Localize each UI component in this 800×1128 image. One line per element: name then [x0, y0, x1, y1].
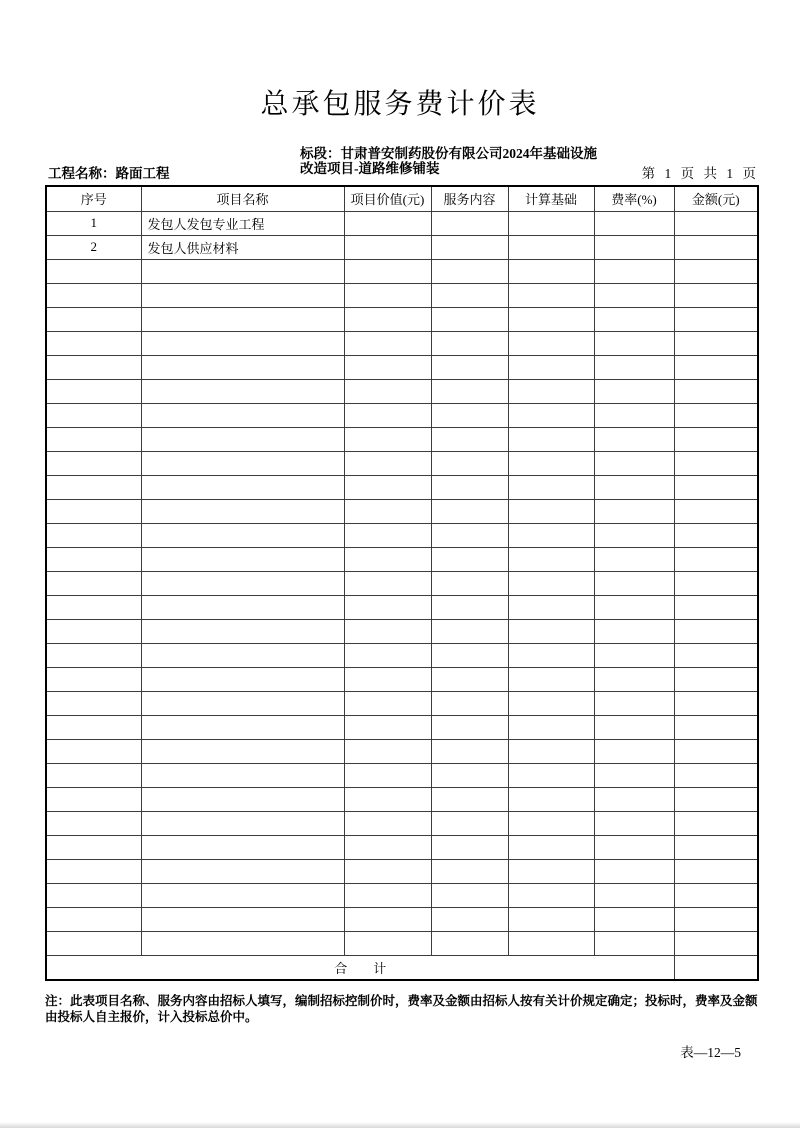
service-cell — [431, 787, 508, 811]
service-cell — [431, 643, 508, 667]
seq-cell — [46, 403, 141, 427]
service-cell — [431, 907, 508, 931]
empty-row — [46, 259, 758, 283]
amount-cell — [674, 643, 758, 667]
amount-cell — [674, 691, 758, 715]
basis-cell — [508, 859, 594, 883]
seq-cell — [46, 355, 141, 379]
seq-cell — [46, 427, 141, 451]
page-bottom-edge — [0, 1122, 800, 1128]
basis-cell — [508, 739, 594, 763]
rate-cell — [594, 547, 674, 571]
rate-cell — [594, 427, 674, 451]
service-cell — [431, 259, 508, 283]
seq-cell — [46, 523, 141, 547]
name-cell: 发包人供应材料 — [141, 235, 344, 259]
empty-row — [46, 715, 758, 739]
fee-table — [45, 185, 759, 981]
empty-row — [46, 499, 758, 523]
name-cell — [141, 403, 344, 427]
rate-cell — [594, 787, 674, 811]
seq-cell — [46, 643, 141, 667]
basis-cell — [508, 235, 594, 259]
table-row — [46, 211, 758, 235]
basis-cell — [508, 667, 594, 691]
empty-row — [46, 451, 758, 475]
value-cell — [344, 475, 431, 499]
rate-cell — [594, 811, 674, 835]
note-text — [45, 993, 761, 1025]
rate-cell — [594, 235, 674, 259]
basis-cell — [508, 883, 594, 907]
basis-cell — [508, 451, 594, 475]
name-cell — [141, 643, 344, 667]
total-row — [46, 955, 758, 980]
basis-cell — [508, 427, 594, 451]
empty-row — [46, 571, 758, 595]
rate-cell — [594, 307, 674, 331]
basis-cell — [508, 595, 594, 619]
project-name-label: 工程名称：路面工程 — [48, 166, 170, 181]
value-cell — [344, 907, 431, 931]
service-cell — [431, 403, 508, 427]
amount-cell — [674, 811, 758, 835]
seq-cell — [46, 835, 141, 859]
empty-row — [46, 739, 758, 763]
rate-cell — [594, 571, 674, 595]
amount-cell — [674, 835, 758, 859]
basis-cell — [508, 763, 594, 787]
service-cell — [431, 931, 508, 955]
section-label — [300, 146, 597, 176]
name-cell — [141, 595, 344, 619]
seq-cell — [46, 907, 141, 931]
service-cell — [431, 619, 508, 643]
name-cell — [141, 475, 344, 499]
basis-cell — [508, 259, 594, 283]
column-header-seq: 序号 — [46, 186, 141, 211]
service-cell — [431, 883, 508, 907]
name-cell — [141, 427, 344, 451]
service-cell — [431, 595, 508, 619]
rate-cell — [594, 763, 674, 787]
name-cell — [141, 619, 344, 643]
value-cell — [344, 667, 431, 691]
seq-cell — [46, 811, 141, 835]
value-cell — [344, 763, 431, 787]
value-cell — [344, 331, 431, 355]
service-cell — [431, 715, 508, 739]
value-cell — [344, 835, 431, 859]
value-cell — [344, 355, 431, 379]
rate-cell — [594, 355, 674, 379]
name-cell — [141, 499, 344, 523]
rate-cell — [594, 499, 674, 523]
name-cell — [141, 787, 344, 811]
basis-cell — [508, 523, 594, 547]
rate-cell — [594, 331, 674, 355]
value-cell — [344, 403, 431, 427]
amount-cell — [674, 451, 758, 475]
empty-row — [46, 475, 758, 499]
amount-cell — [674, 403, 758, 427]
basis-cell — [508, 403, 594, 427]
seq-cell — [46, 859, 141, 883]
rate-cell — [594, 595, 674, 619]
amount-cell — [674, 763, 758, 787]
seq-cell — [46, 931, 141, 955]
service-cell — [431, 331, 508, 355]
amount-cell — [674, 571, 758, 595]
service-cell — [431, 235, 508, 259]
basis-cell — [508, 931, 594, 955]
service-cell — [431, 835, 508, 859]
rate-cell — [594, 667, 674, 691]
value-cell — [344, 451, 431, 475]
empty-row — [46, 523, 758, 547]
seq-cell — [46, 331, 141, 355]
value-cell — [344, 259, 431, 283]
amount-cell — [674, 427, 758, 451]
amount-cell — [674, 547, 758, 571]
name-cell — [141, 667, 344, 691]
amount-cell — [674, 307, 758, 331]
empty-row — [46, 691, 758, 715]
empty-row — [46, 283, 758, 307]
seq-cell — [46, 379, 141, 403]
value-cell — [344, 931, 431, 955]
basis-cell — [508, 475, 594, 499]
document-header — [45, 146, 757, 185]
amount-cell — [674, 859, 758, 883]
table-row — [46, 235, 758, 259]
value-cell — [344, 715, 431, 739]
column-header-service: 服务内容 — [431, 186, 508, 211]
value-cell — [344, 643, 431, 667]
amount-cell — [674, 475, 758, 499]
total-amount-cell — [674, 955, 758, 980]
amount-cell — [674, 355, 758, 379]
service-cell — [431, 571, 508, 595]
seq-cell — [46, 451, 141, 475]
value-cell — [344, 211, 431, 235]
seq-cell — [46, 667, 141, 691]
empty-row — [46, 667, 758, 691]
seq-cell — [46, 259, 141, 283]
basis-cell — [508, 835, 594, 859]
rate-cell — [594, 835, 674, 859]
rate-cell — [594, 523, 674, 547]
empty-row — [46, 547, 758, 571]
seq-cell — [46, 547, 141, 571]
empty-row — [46, 307, 758, 331]
name-cell — [141, 763, 344, 787]
amount-cell — [674, 211, 758, 235]
basis-cell — [508, 787, 594, 811]
service-cell — [431, 523, 508, 547]
seq-cell — [46, 787, 141, 811]
value-cell — [344, 427, 431, 451]
basis-cell — [508, 571, 594, 595]
basis-cell — [508, 499, 594, 523]
basis-cell — [508, 211, 594, 235]
fee-table-head — [46, 186, 758, 211]
rate-cell — [594, 211, 674, 235]
seq-cell — [46, 307, 141, 331]
value-cell — [344, 523, 431, 547]
page-title: 总承包服务费计价表 — [260, 89, 540, 120]
empty-row — [46, 379, 758, 403]
name-cell — [141, 355, 344, 379]
empty-row — [46, 859, 758, 883]
name-cell — [141, 883, 344, 907]
basis-cell — [508, 811, 594, 835]
name-cell — [141, 547, 344, 571]
name-cell — [141, 523, 344, 547]
empty-row — [46, 931, 758, 955]
empty-row — [46, 811, 758, 835]
amount-cell — [674, 595, 758, 619]
service-cell — [431, 859, 508, 883]
empty-row — [46, 403, 758, 427]
amount-cell — [674, 739, 758, 763]
basis-cell — [508, 355, 594, 379]
service-cell — [431, 691, 508, 715]
amount-cell — [674, 523, 758, 547]
rate-cell — [594, 475, 674, 499]
name-cell — [141, 835, 344, 859]
service-cell — [431, 763, 508, 787]
service-cell — [431, 667, 508, 691]
value-cell — [344, 379, 431, 403]
rate-cell — [594, 451, 674, 475]
basis-cell — [508, 283, 594, 307]
seq-cell — [46, 475, 141, 499]
rate-cell — [594, 739, 674, 763]
rate-cell — [594, 931, 674, 955]
amount-cell — [674, 331, 758, 355]
rate-cell — [594, 883, 674, 907]
name-cell: 发包人发包专业工程 — [141, 211, 344, 235]
section-line-1: 标段：甘肃普安制药股份有限公司2024年基础设施 — [300, 146, 597, 161]
name-cell — [141, 907, 344, 931]
name-cell — [141, 451, 344, 475]
value-cell — [344, 571, 431, 595]
rate-cell — [594, 859, 674, 883]
column-header-rate: 费率(%) — [594, 186, 674, 211]
amount-cell — [674, 907, 758, 931]
service-cell — [431, 499, 508, 523]
value-cell — [344, 787, 431, 811]
name-cell — [141, 379, 344, 403]
basis-cell — [508, 307, 594, 331]
name-cell — [141, 283, 344, 307]
column-header-value: 项目价值(元) — [344, 186, 431, 211]
service-cell — [431, 283, 508, 307]
seq-cell — [46, 499, 141, 523]
rate-cell — [594, 283, 674, 307]
name-cell — [141, 307, 344, 331]
column-header-amount: 金额(元) — [674, 186, 758, 211]
name-cell — [141, 739, 344, 763]
value-cell — [344, 235, 431, 259]
basis-cell — [508, 715, 594, 739]
empty-row — [46, 643, 758, 667]
amount-cell — [674, 283, 758, 307]
empty-row — [46, 883, 758, 907]
seq-cell — [46, 763, 141, 787]
seq-cell — [46, 715, 141, 739]
page-number-label: 第 1 页 共 1 页 — [641, 166, 756, 181]
seq-cell — [46, 691, 141, 715]
empty-row — [46, 331, 758, 355]
note-line-2: 由投标人自主报价，计入投标总价中。 — [45, 1010, 258, 1024]
amount-cell — [674, 379, 758, 403]
value-cell — [344, 619, 431, 643]
amount-cell — [674, 883, 758, 907]
seq-cell — [46, 595, 141, 619]
amount-cell — [674, 667, 758, 691]
fee-table-body — [46, 211, 758, 980]
rate-cell — [594, 691, 674, 715]
service-cell — [431, 307, 508, 331]
value-cell — [344, 883, 431, 907]
seq-cell — [46, 571, 141, 595]
empty-row — [46, 835, 758, 859]
rate-cell — [594, 259, 674, 283]
empty-row — [46, 907, 758, 931]
name-cell — [141, 259, 344, 283]
name-cell — [141, 331, 344, 355]
amount-cell — [674, 787, 758, 811]
name-cell — [141, 859, 344, 883]
name-cell — [141, 571, 344, 595]
rate-cell — [594, 643, 674, 667]
seq-cell: 1 — [46, 211, 141, 235]
rate-cell — [594, 403, 674, 427]
total-label-cell: 合 计 — [46, 955, 674, 980]
basis-cell — [508, 643, 594, 667]
empty-row — [46, 619, 758, 643]
value-cell — [344, 307, 431, 331]
basis-cell — [508, 691, 594, 715]
service-cell — [431, 739, 508, 763]
service-cell — [431, 547, 508, 571]
service-cell — [431, 379, 508, 403]
service-cell — [431, 451, 508, 475]
seq-cell — [46, 739, 141, 763]
name-cell — [141, 931, 344, 955]
seq-cell: 2 — [46, 235, 141, 259]
form-number-label: 表—12—5 — [680, 1045, 741, 1060]
name-cell — [141, 811, 344, 835]
basis-cell — [508, 547, 594, 571]
value-cell — [344, 595, 431, 619]
value-cell — [344, 283, 431, 307]
rate-cell — [594, 715, 674, 739]
rate-cell — [594, 907, 674, 931]
rate-cell — [594, 619, 674, 643]
basis-cell — [508, 907, 594, 931]
basis-cell — [508, 331, 594, 355]
seq-cell — [46, 619, 141, 643]
header-row — [46, 186, 758, 211]
section-line-2: 改造项目-道路维修铺装 — [300, 161, 440, 176]
seq-cell — [46, 883, 141, 907]
service-cell — [431, 811, 508, 835]
rate-cell — [594, 379, 674, 403]
service-cell — [431, 211, 508, 235]
basis-cell — [508, 379, 594, 403]
value-cell — [344, 547, 431, 571]
value-cell — [344, 811, 431, 835]
service-cell — [431, 355, 508, 379]
empty-row — [46, 355, 758, 379]
seq-cell — [46, 283, 141, 307]
amount-cell — [674, 259, 758, 283]
empty-row — [46, 787, 758, 811]
name-cell — [141, 715, 344, 739]
value-cell — [344, 499, 431, 523]
amount-cell — [674, 619, 758, 643]
amount-cell — [674, 235, 758, 259]
service-cell — [431, 427, 508, 451]
value-cell — [344, 739, 431, 763]
amount-cell — [674, 931, 758, 955]
name-cell — [141, 691, 344, 715]
empty-row — [46, 763, 758, 787]
note-line-1: 注：此表项目名称、服务内容由招标人填写，编制招标控制价时，费率及金额由招标人按有关计价规定确定；投标时，费率及金额 — [45, 994, 758, 1008]
value-cell — [344, 691, 431, 715]
amount-cell — [674, 499, 758, 523]
empty-row — [46, 595, 758, 619]
column-header-basis: 计算基础 — [508, 186, 594, 211]
amount-cell — [674, 715, 758, 739]
basis-cell — [508, 619, 594, 643]
service-cell — [431, 475, 508, 499]
column-header-name: 项目名称 — [141, 186, 344, 211]
value-cell — [344, 859, 431, 883]
empty-row — [46, 427, 758, 451]
